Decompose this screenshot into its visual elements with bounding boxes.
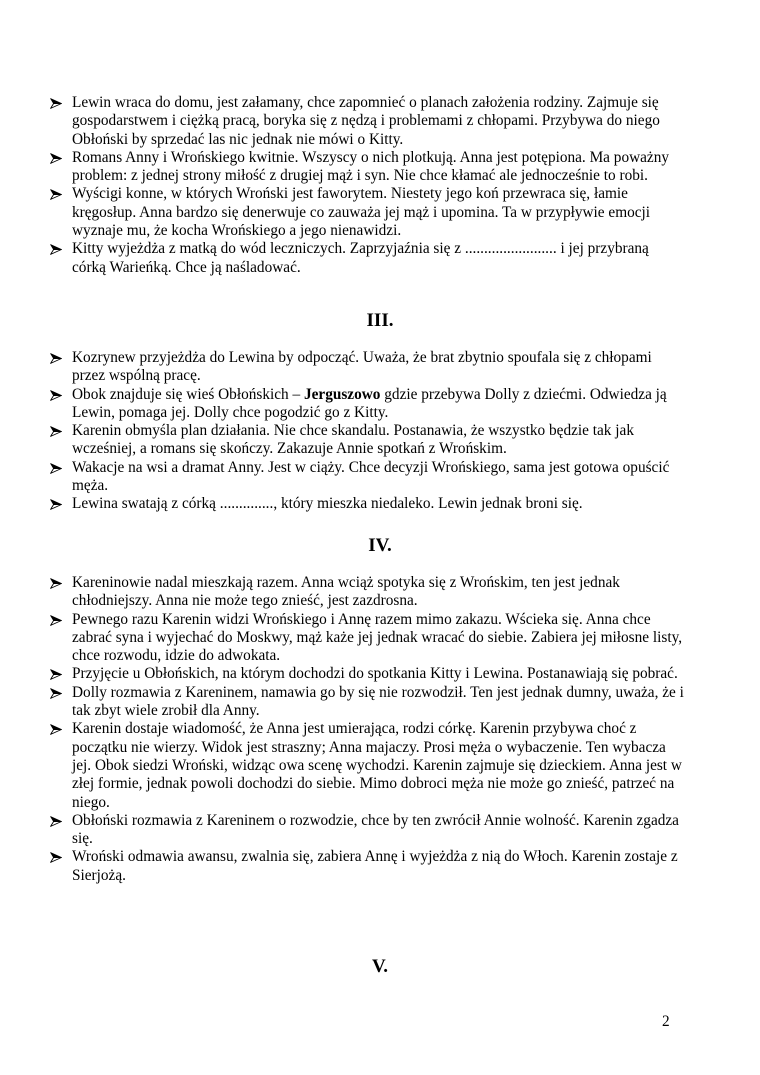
arrow-bullet-icon [50, 153, 62, 164]
text-line: męża. [72, 477, 109, 495]
text-line: Lewina swatają z córką .............., który mieszka niedaleko. Lewin jednak broni się. [72, 495, 583, 513]
text-line: córką Warieńką. Chce ją naśladować. [72, 258, 301, 276]
page-number: 2 [662, 1013, 670, 1030]
text-line: Kozrynew przyjeżdża do Lewina by odpocząć. Uważa, że brat zbytnio spoufala się z chłopami [72, 349, 652, 366]
arrow-bullet-icon [50, 244, 62, 255]
text-line: zabrać syna i wyjechać do Moskwy, mąż każe jej jednak wracać do siebie. Zabiera jej miłosne listy, [72, 628, 683, 646]
arrow-bullet-icon [50, 463, 62, 474]
text-line: początku nie wierzy. Widok jest straszny; Anna majaczy. Prosi męża o wybaczenie. Ten wybacza [72, 738, 666, 756]
section-heading-iv: IV. [368, 535, 392, 556]
arrow-bullet-icon [50, 724, 62, 735]
text-line: złej formie, jednak powoli dochodzi do siebie. Mimo dobroci męża nie może go znieść, patrzeć na [72, 775, 675, 793]
text-line: Karenin obmyśla plan działania. Nie chce skandalu. Postanawia, że wszystko będzie tak jak [72, 422, 634, 440]
list-item [72, 149, 752, 186]
list-item [72, 611, 752, 666]
text-line: Wroński odmawia awansu, zwalnia się, zabiera Annę i wyjeżdża z nią do Włoch. Karenin zostaje z [72, 848, 678, 866]
text-line: Sierjożą. [72, 866, 126, 884]
bullet-list-iii [72, 349, 752, 514]
text-line: kręgosłup. Anna bardzo się denerwuje co zauważa jej mąż i upomina. Ta w przypływie emocji [72, 203, 651, 221]
arrow-bullet-icon [50, 688, 62, 699]
text-line [72, 386, 752, 404]
text-line: chłodniejszy. Anna nie może tego znieść, jest zazdrosna. [72, 592, 418, 610]
arrow-bullet-icon [50, 499, 62, 510]
text-line: Pewnego razu Karenin widzi Wrońskiego i Annę razem mimo zakazu. Wścieka się. Anna chce [72, 610, 651, 628]
text-line: Przyjęcie u Obłońskich, na którym dochodzi do spotkania Kitty i Lewina. Postanawiają się pobrać. [72, 665, 678, 683]
arrow-bullet-icon [50, 390, 62, 401]
text-line: się. [72, 830, 93, 848]
text-line: Lewin, pomaga jej. Dolly chce pogodzić go z Kitty. [72, 403, 389, 421]
text-line: niego. [72, 793, 110, 811]
text-line: Kitty wyjeżdża z matką do wód leczniczych. Zaprzyjaźnia się z ........................ i jej przybraną [72, 240, 649, 258]
arrow-bullet-icon [50, 98, 62, 109]
list-item [72, 848, 752, 885]
text-line: Dolly rozmawia z Kareninem, namawia go by się nie rozwodził. Ten jest jednak dumny, uważa, że i [72, 683, 684, 701]
list-item [72, 574, 752, 611]
list-item [72, 720, 752, 811]
arrow-bullet-icon [50, 615, 62, 626]
text-line: Karenin dostaje wiadomość, że Anna jest umierająca, rodzi córkę. Karenin przybywa choć z [72, 720, 637, 738]
text-line: Wakacje na wsi a dramat Anny. Jest w ciąży. Chce decyzji Wrońskiego, sama jest gotowa opuścić [72, 458, 670, 476]
arrow-bullet-icon [50, 353, 62, 364]
list-item [72, 459, 752, 496]
arrow-bullet-icon [50, 426, 62, 437]
arrow-bullet-icon [50, 669, 62, 680]
text-line: wcześniej, a romans się skończy. Zakazuje Annie spotkań z Wrońskim. [72, 440, 507, 458]
text-line: Obłoński rozmawia z Kareninem o rozwodzie, chce by ten zwrócił Annie wolność. Karenin zgadza [72, 811, 679, 829]
text-run: gdzie przebywa Dolly z dziećmi. Odwiedza ją [380, 385, 667, 403]
list-item [72, 349, 752, 386]
list-item [72, 812, 752, 849]
text-line: problem: z jednej strony miłość z drugiej mąż i syn. Nie chce kłamać ale jednocześnie to robi. [72, 167, 648, 185]
arrow-bullet-icon [50, 852, 62, 863]
list-item [72, 665, 752, 683]
text-line: Wyścigi konne, w których Wroński jest faworytem. Niestety jego koń przewraca się, łamie [72, 185, 628, 203]
text-line: przez wspólną pracę. [72, 367, 201, 385]
arrow-bullet-icon [50, 816, 62, 827]
bullet-list-iv [72, 574, 752, 885]
text-line: chce rozwodu, idzie do adwokata. [72, 647, 281, 665]
list-item [72, 185, 752, 240]
text-line: Obłoński by sprzedać las nic jednak nie mówi o Kitty. [72, 130, 404, 148]
emphasis-term: Jerguszowo [303, 385, 381, 403]
list-item [72, 94, 752, 149]
text-run: Obok znajduje się wieś Obłońskich – [72, 385, 304, 403]
text-line: Lewin wraca do domu, jest załamany, chce zapomnieć o planach założenia rodziny. Zajmuje się [72, 94, 659, 111]
text-line: tak zbyt wiele zrobił dla Anny. [72, 702, 260, 720]
section-heading-v: V. [371, 956, 389, 977]
text-line: Kareninowie nadal mieszkają razem. Anna wciąż spotyka się z Wrońskim, ten jest jednak [72, 574, 620, 591]
section-heading-iii: III. [366, 310, 394, 331]
arrow-bullet-icon [50, 578, 62, 589]
arrow-bullet-icon [50, 189, 62, 200]
list-item [72, 422, 752, 459]
text-line: gospodarstwem i ciężką pracą, boryka się z nędzą i problemami z chłopami. Przybywa do niego [72, 112, 660, 130]
list-item [72, 495, 752, 513]
text-line: wyznaje mu, że kocha Wrońskiego a jego nienawidzi. [72, 222, 402, 240]
bullet-list-intro [72, 94, 752, 277]
text-line: jej. Obok siedzi Wroński, widząc owa scenę wychodzi. Karenin zajmuje się dzieckiem. Anna jest w [72, 756, 682, 774]
list-item [72, 240, 752, 277]
text-line: Romans Anny i Wrońskiego kwitnie. Wszyscy o nich plotkują. Anna jest potępiona. Ma poważny [72, 148, 670, 166]
list-item [72, 386, 752, 423]
list-item [72, 684, 752, 721]
